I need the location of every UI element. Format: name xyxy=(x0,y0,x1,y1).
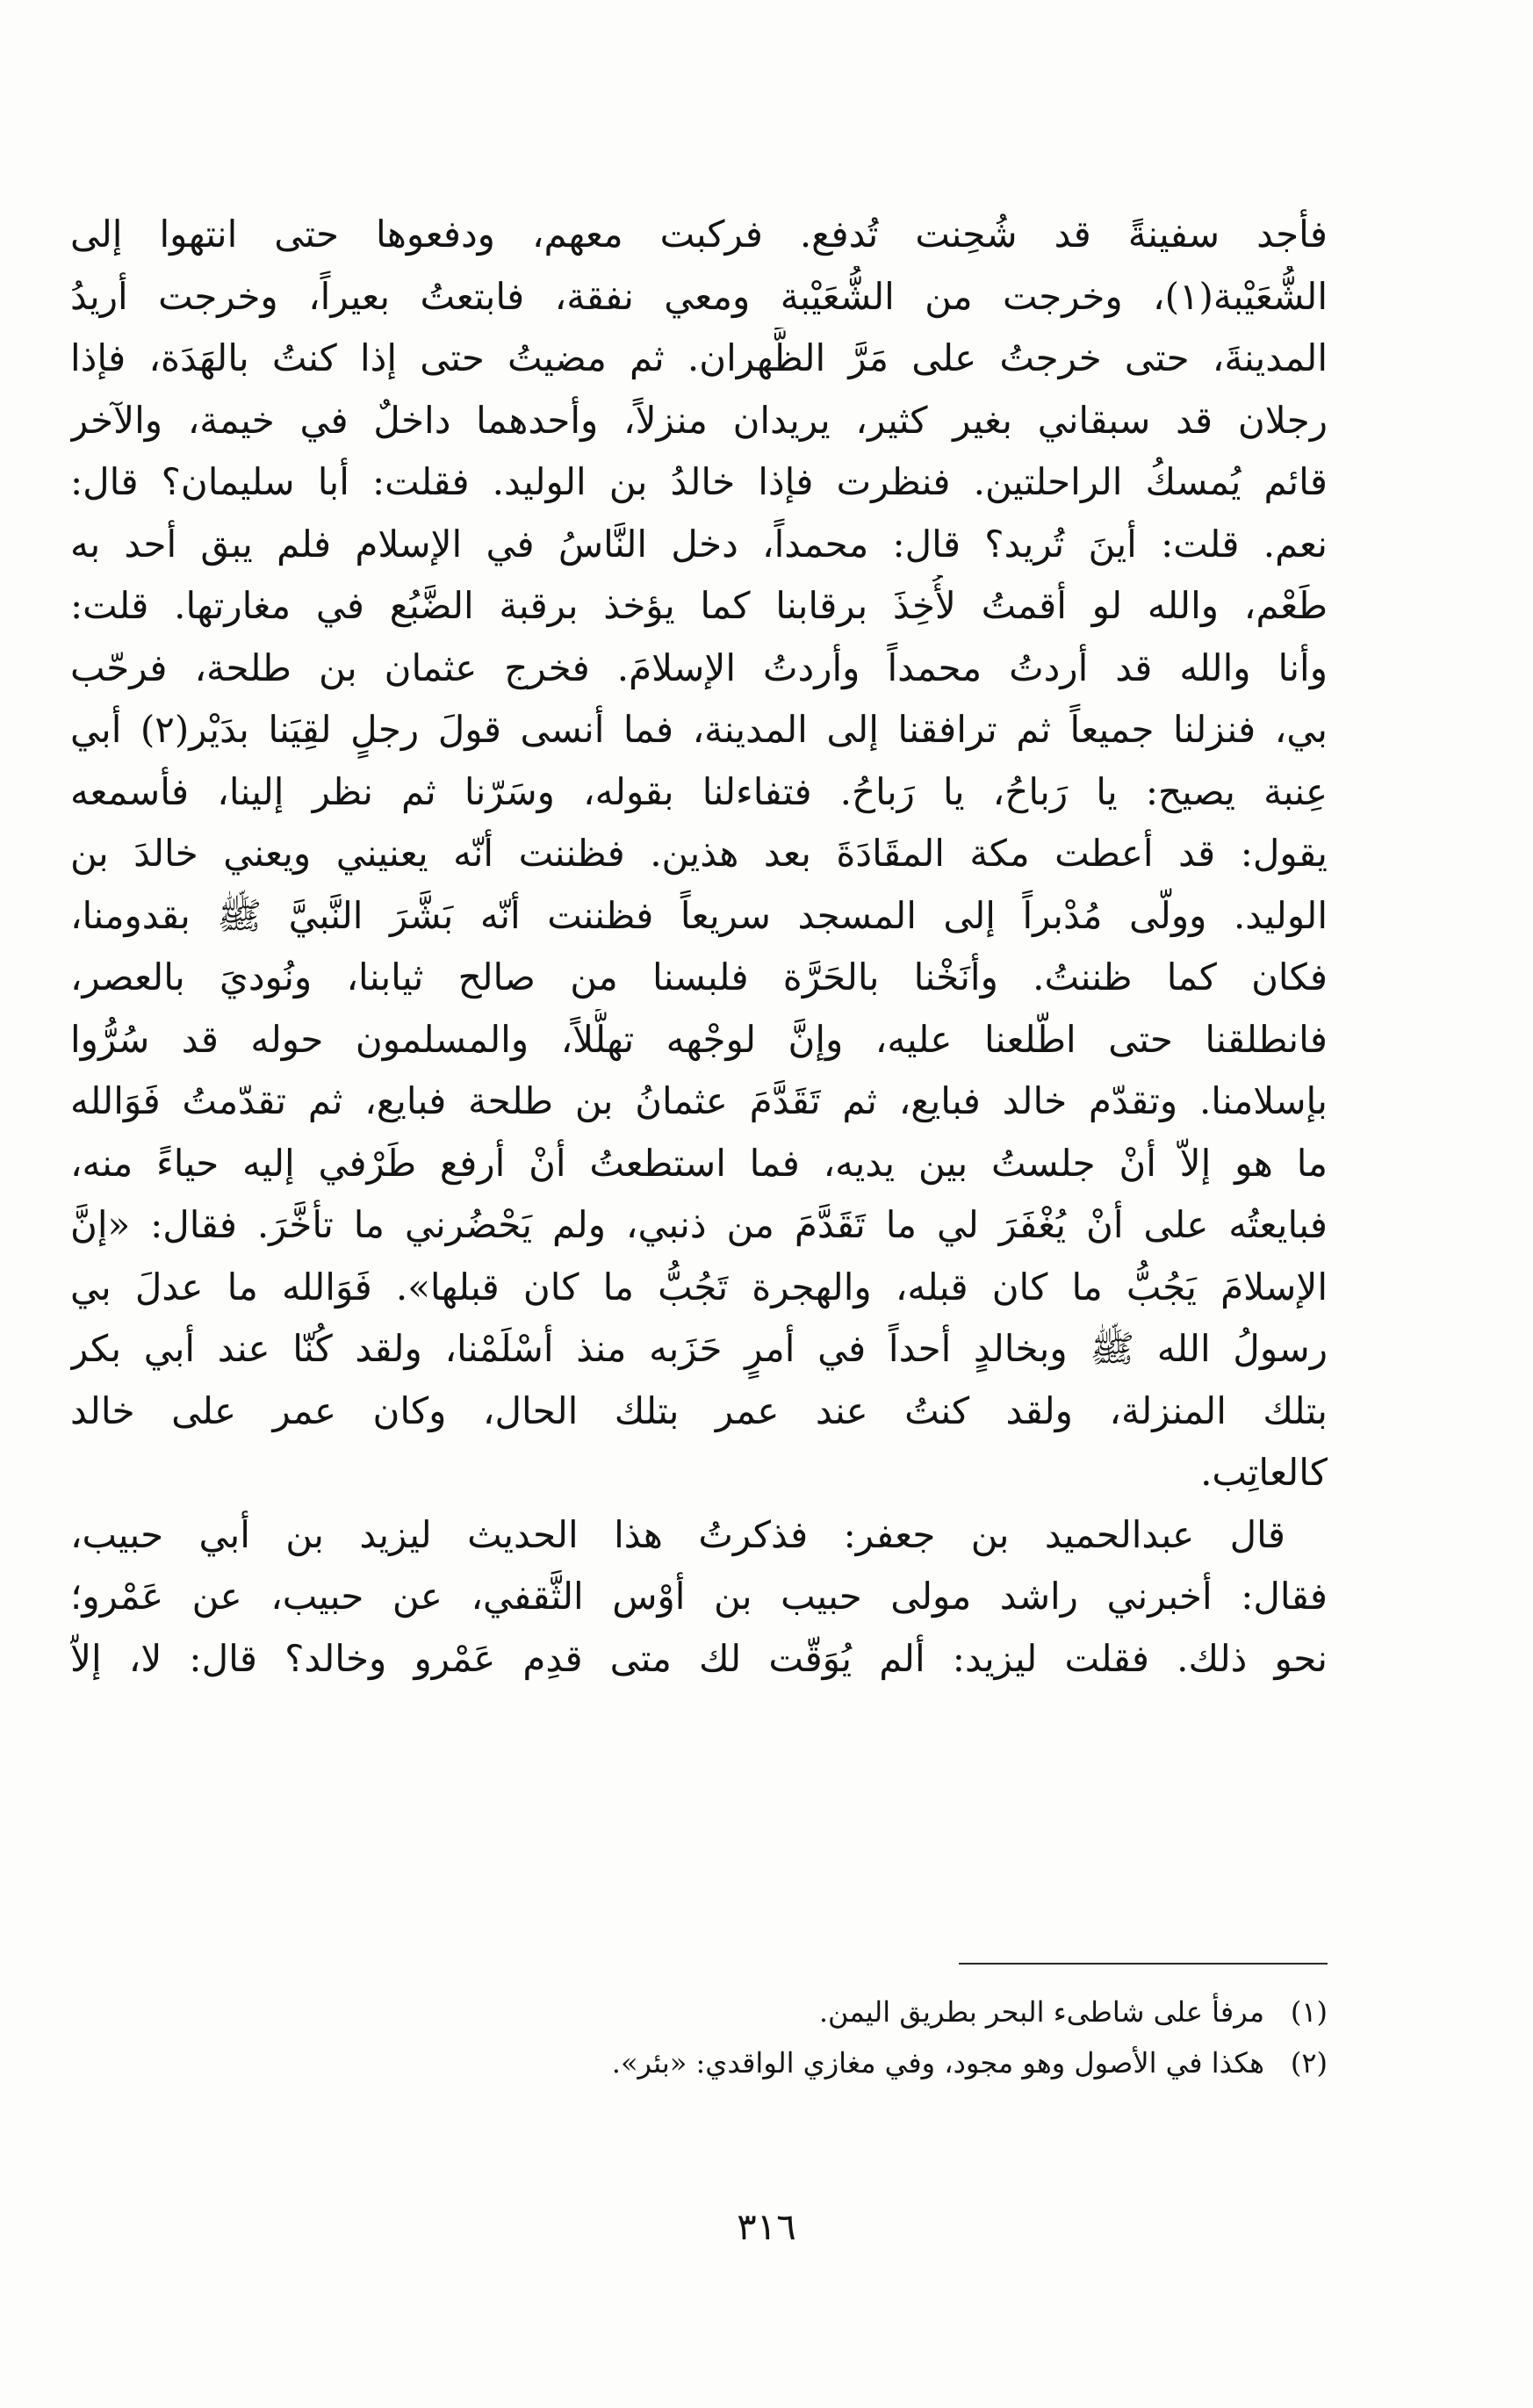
body-line: ما هو إلاّ أنْ جلستُ بين يديه، فما استطعتُ أنْ أرفع طَرْفي إليه حياءً منه، xyxy=(70,1141,1328,1185)
body-line: فبايعتُه على أنْ يُغْفَرَ لي ما تَقَدَّمَ من ذنبي، ولم يَحْضُرني ما تأخَّرَ. فقال: «إنَّ xyxy=(70,1203,1328,1246)
body-line: الوليد. وولّى مُدْبراً إلى المسجد سريعاً فظننت أنّه بَشَّرَ النَّبيَّ ﷺ بقدومنا، xyxy=(70,893,1328,937)
body-line: نحو ذلك. فقلت ليزيد: ألم يُوَقّت لك متى قدِم عَمْرو وخالد؟ قال: لا، إلاّ xyxy=(70,1636,1328,1680)
body-line: قائم يُمسكُ الراحلتين. فنظرت فإذا خالدُ بن الوليد. فقلت: أبا سليمان؟ قال: xyxy=(70,460,1328,503)
footnote-divider xyxy=(959,1963,1328,1965)
footnote-number: (٢) xyxy=(1290,2046,1328,2080)
body-line: فأجد سفينةً قد شُحِنت تُدفع. فركبت معهم، ودفعوها حتى انتهوا إلى xyxy=(70,213,1328,256)
body-line: بي، فنزلنا جميعاً ثم ترافقنا إلى المدينة، فما أنسى قولَ رجلٍ لقِيَنا بدَيْر(٢) أبي xyxy=(70,708,1328,751)
body-line: نعم. قلت: أينَ تُريد؟ قال: محمداً، دخل النَّاسُ في الإسلام فلم يبق أحد به xyxy=(70,522,1328,566)
footnote-2 xyxy=(70,2037,1328,2088)
body-line-paragraph-end: كالعاتِب. xyxy=(1200,1451,1328,1494)
footnotes xyxy=(70,1986,1328,2088)
body-line: بتلك المنزلة، ولقد كنتُ عند عمر بتلك الحال، وكان عمر على خالد xyxy=(70,1388,1328,1432)
footnote-text: مرفأ على شاطىء البحر بطريق اليمن. xyxy=(818,1995,1264,2029)
body-line: المدينةَ، حتى خرجتُ على مَرَّ الظَّهران. ثم مضيتُ حتى إذا كنتُ بالهَدَة، فإذا xyxy=(70,336,1328,379)
body-line: بإسلامنا. وتقدّم خالد فبايع، ثم تَقَدَّمَ عثمانُ بن طلحة فبايع، ثم تقدّمتُ فَوَالله xyxy=(70,1079,1328,1122)
body-line: رسولُ الله ﷺ وبخالدٍ أحداً في أمرٍ حَزَبه منذ أسْلَمْنا، ولقد كُنّا عند أبي بكر xyxy=(70,1327,1328,1370)
body-line: رجلان قد سبقاني بغير كثير، يريدان منزلاً، وأحدهما داخلٌ في خيمة، والآخر xyxy=(70,398,1328,442)
footnote-number: (١) xyxy=(1290,1995,1328,2029)
body-text xyxy=(70,204,1328,1690)
body-line: فكان كما ظننتُ. وأنَخْنا بالحَرَّة فلبسنا من صالح ثيابنا، ونُوديَ بالعصر، xyxy=(70,955,1328,999)
footnote-1 xyxy=(70,1986,1328,2037)
body-line: فانطلقنا حتى اطّلعنا عليه، وإنَّ لوجْهه تهلُّلاً، والمسلمون حوله قد سُرُّوا xyxy=(70,1017,1328,1061)
page-number: ٣١٦ xyxy=(737,2205,796,2248)
body-line: وأنا والله قد أردتُ محمداً وأردتُ الإسلامَ. فخرج عثمان بن طلحة، فرحّب xyxy=(70,645,1328,689)
body-line: يقول: قد أعطت مكة المقَادَةَ بعد هذين. فظننت أنّه يعنيني ويعني خالدَ بن xyxy=(70,832,1328,875)
body-line: طَعْم، والله لو أقمتُ لأُخِذَ برقابنا كما يؤخذ برقبة الضَّبُع في مغارتها. قلت: xyxy=(70,584,1328,627)
body-line: الشُّعَيْبة(١)، وخرجت من الشُّعَيْبة ومعي نفقة، فابتعتُ بعيراً، وخرجت أريدُ xyxy=(70,274,1328,318)
body-line: عِنبة يصيح: يا رَباحُ، يا رَباحُ. فتفاءلنا بقوله، وسَرّنا ثم نظر إلينا، فأسمعه xyxy=(70,769,1328,813)
body-line: فقال: أخبرني راشد مولى حبيب بن أوْس الثَّقفي، عن حبيب، عن عَمْرو؛ xyxy=(70,1575,1328,1618)
body-line: الإسلامَ يَجُبُّ ما كان قبله، والهجرة تَجُبُّ ما كان قبلها». فَوَالله ما عدلَ بي xyxy=(70,1265,1328,1309)
body-line-paragraph-start: قال عبدالحميد بن جعفر: فذكرتُ هذا الحديث ليزيد بن أبي حبيب، xyxy=(70,1512,1285,1556)
footnote-text: هكذا في الأصول وهو مجود، وفي مغازي الواقدي: «بئر». xyxy=(611,2046,1264,2080)
